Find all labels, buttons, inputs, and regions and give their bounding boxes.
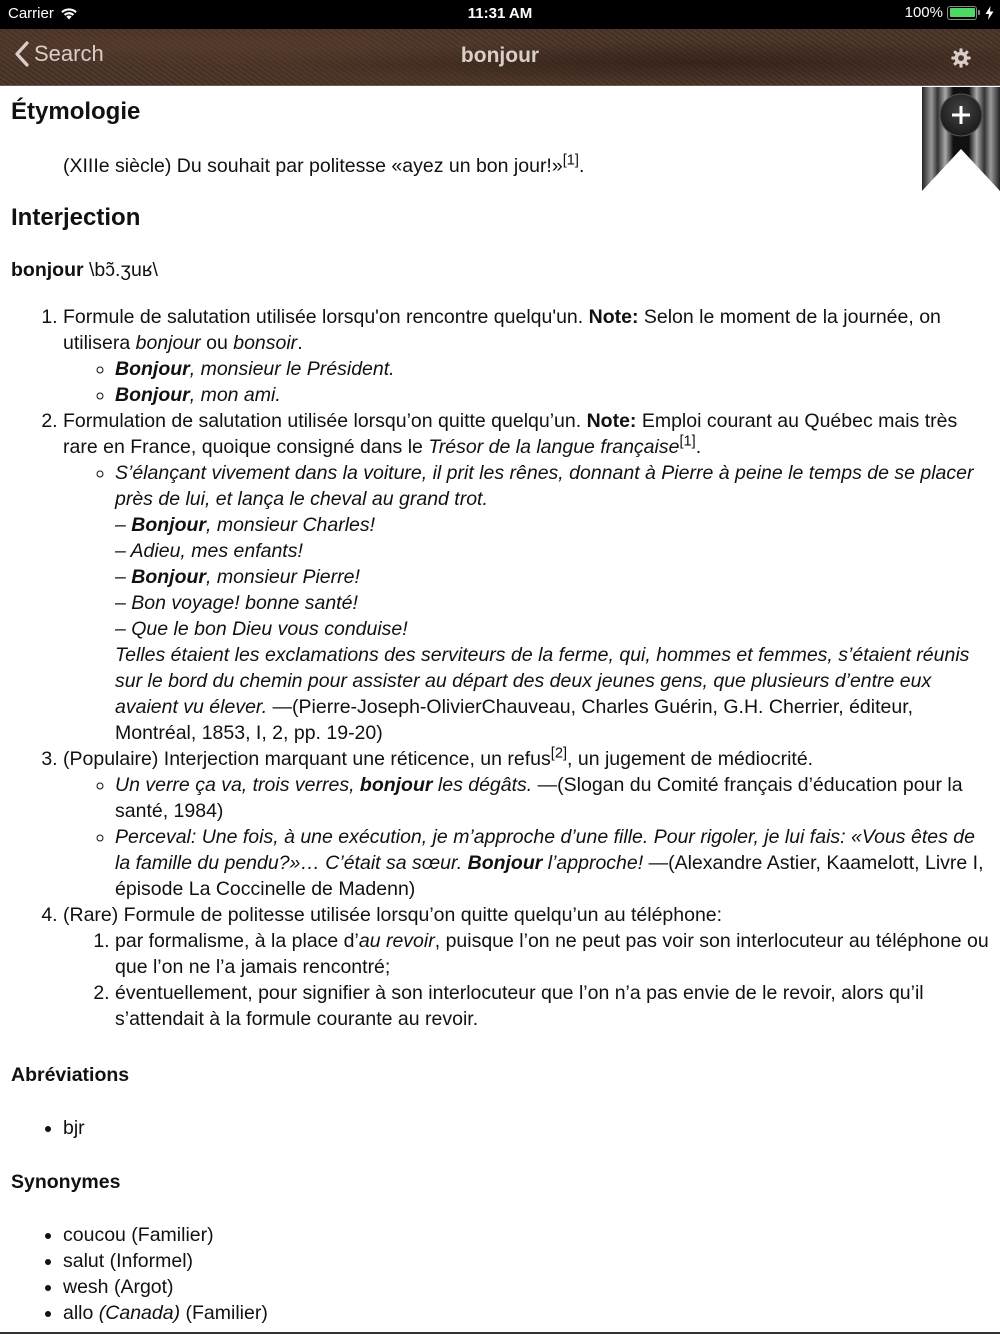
etymology-heading: Étymologie — [11, 98, 141, 125]
definition-item: 3. (Populaire) Interjection marquant une réticence, un refus[2], un jugement de médiocrité. ◦ Un verre ça va, trois verres, bonjour les dégâts. —(Slogan du Comité français d’éducation pour la santé, 1984) ◦ Perceval: Une fois, à une exécution, je m’approche d’une fille. Pour rigoler, je lui fais: «Vous êtes de la famille du pendu?»… C’était sa sœur. Bonjour l’approche! —(Alexandre Astier, Kaamelott, Livre I, épisode La Coccinelle de Madenn) — [63, 746, 989, 902]
abbreviation-item: • bjr — [63, 1115, 989, 1141]
examples-list — [63, 460, 989, 746]
example-item: ◦ Perceval: Une fois, à une exécution, je m’approche d’une fille. Pour rigoler, je lui fais: «Vous êtes de la famille du pendu?»… C’était sa sœur. Bonjour l’approche! —(Alexandre Astier, Kaamelott, Livre I, épisode La Coccinelle de Madenn) — [115, 824, 989, 902]
battery-percent: 100% — [904, 4, 943, 21]
definition-item: 1. Formule de salutation utilisée lorsqu'on rencontre quelqu'un. Note: Selon le moment de la journée, on utilisera bonjour ou bonsoir. ◦ Bonjour, monsieur le Président. ◦ Bonjour, mon ami. — [63, 304, 989, 408]
battery-fill — [950, 8, 975, 17]
page-title: bonjour — [460, 44, 540, 67]
abbreviations-heading: Abréviations — [11, 1064, 130, 1086]
synonym-item: • coucou (Familier) — [63, 1222, 989, 1248]
examples-list — [63, 772, 989, 902]
example-item: ◦ S’élançant vivement dans la voiture, il prit les rênes, donnant à Pierre à peine le temps de se placer près de lui, et lança le cheval au grand trot. – Bonjour, monsieur Charles! – Adieu, mes enfants! – Bonjour, monsieur Pierre! – Bon voyage! bonne santé! – Que le bon Dieu vous conduise! Telles étaient les exclamations des serviteurs de la ferme, qui, hommes et femmes, s’étaient réunis sur le bord du chemin pour assister au départ des deux jeunes gens, que plusieurs d’entre eux avaient vu élever. —(Pierre-Joseph-OlivierChauveau, Charles Guérin, G.H. Cherrier, éditeur, Montréal, 1853, I, 2, pp. 19-20) — [115, 460, 989, 746]
example-source: —(Alexandre Astier, Kaamelott, Livre I, épisode La Coccinelle de Madenn) — [115, 852, 984, 900]
etymology-text: (XIIIe siècle) Du souhait par politesse «ayez un bon jour!»[1]. — [63, 152, 585, 177]
example-item: ◦ Un verre ça va, trois verres, bonjour les dégâts. —(Slogan du Comité français d’éducation pour la santé, 1984) — [115, 772, 989, 824]
example-source: —(Slogan du Comité français d’éducation pour la santé, 1984) — [115, 774, 963, 822]
dialogue-line: – Que le bon Dieu vous conduise! — [115, 618, 408, 640]
clock: 11:31 AM — [467, 5, 533, 22]
back-button-label: Search — [34, 41, 104, 66]
dialogue-line: – Adieu, mes enfants! — [115, 540, 303, 562]
examples-list — [63, 356, 989, 408]
footnote-ref[interactable]: [1] — [679, 433, 696, 450]
synonym-item: • salut (Informel) — [63, 1248, 989, 1274]
dialogue-line: – Bonjour, monsieur Charles! — [115, 514, 376, 536]
sub-definition-item: 1. par formalisme, à la place d’au revoir, puisque l’on ne peut pas voir son interlocuteur au téléphone ou que l’on ne l’a jamais rencontré; — [115, 928, 989, 980]
navigation-bar — [0, 29, 1000, 86]
headword-line — [11, 257, 989, 283]
dialogue-line: – Bon voyage! bonne santé! — [115, 592, 358, 614]
charging-bolt-icon — [985, 6, 994, 20]
abbreviations-list — [11, 1115, 989, 1141]
definition-item: 4. (Rare) Formule de politesse utilisée lorsqu’on quitte quelqu’un au téléphone: 1. par formalisme, à la place d’au revoir, puisque l’on ne peut pas voir son interlocuteur au téléphone ou que l’on ne l’a jamais rencontré; 2. éventuellement, pour signifier à son interlocuteur que l’on n’a pas envie de le revoir, alors qu’il s’attendait à la formule courante au revoir. — [63, 902, 989, 1032]
pronunciation: \bɔ̃.ʒuʁ\ — [89, 259, 158, 281]
synonyms-heading: Synonymes — [11, 1171, 121, 1193]
definitions-list — [11, 304, 989, 1032]
sub-definition-item: 2. éventuellement, pour signifier à son interlocuteur que l’on n’a pas envie de le revoir, alors qu’il s’attendait à la formule courante au revoir. — [115, 980, 989, 1032]
example-source: —(Pierre-Joseph-OlivierChauveau, Charles Guérin, G.H. Cherrier, éditeur, Montréal, 1853, I, 2, pp. 19-20) — [115, 696, 914, 744]
synonym-item: • wesh (Argot) — [63, 1274, 989, 1300]
gear-icon[interactable] — [950, 47, 972, 69]
synonym-item: • allo (Canada) (Familier) — [63, 1300, 989, 1326]
dialogue-line: – Bonjour, monsieur Pierre! — [115, 566, 360, 588]
synonyms-list — [11, 1222, 989, 1326]
definition-item: 2. Formulation de salutation utilisée lorsqu’on quitte quelqu’un. Note: Emploi courant au Québec mais très rare en France, quoique consigné dans le Trésor de la langue française[1]. ◦ S’élançant vivement dans la voiture, il prit les rênes, donnant à Pierre à peine le temps de se placer près de lui, et lança le cheval au grand trot. – Bonjour, monsieur Charles! – Adieu, mes enfants! – Bonjour, monsieur Pierre! – Bon voyage! bonne santé! – Que le bon Dieu vous conduise! Telles étaient les exclamations des serviteurs de la ferme, qui, hommes et femmes, s’étaient réunis sur le bord du chemin pour assister au départ des deux jeunes gens, que plusieurs d’entre eux avaient vu élever. —(Pierre-Joseph-OlivierChauveau, Charles Guérin, G.H. Cherrier, éditeur, Montréal, 1853, I, 2, pp. 19-20) — [63, 408, 989, 746]
back-button[interactable] — [14, 41, 104, 67]
headword: bonjour — [11, 259, 84, 281]
chevron-left-icon — [14, 41, 30, 67]
example-item: ◦ Bonjour, monsieur le Président. — [115, 356, 989, 382]
carrier-label: Carrier — [8, 5, 54, 22]
sub-definitions-list — [63, 928, 989, 1032]
status-bar — [0, 0, 1000, 29]
footnote-ref[interactable]: [1] — [562, 152, 579, 169]
entry-content — [0, 87, 1000, 1326]
interjection-heading: Interjection — [11, 204, 141, 231]
battery-indicator — [905, 4, 994, 21]
footnote-ref[interactable]: [2] — [550, 745, 568, 762]
example-item: ◦ Bonjour, mon ami. — [115, 382, 989, 408]
battery-icon — [947, 6, 977, 20]
